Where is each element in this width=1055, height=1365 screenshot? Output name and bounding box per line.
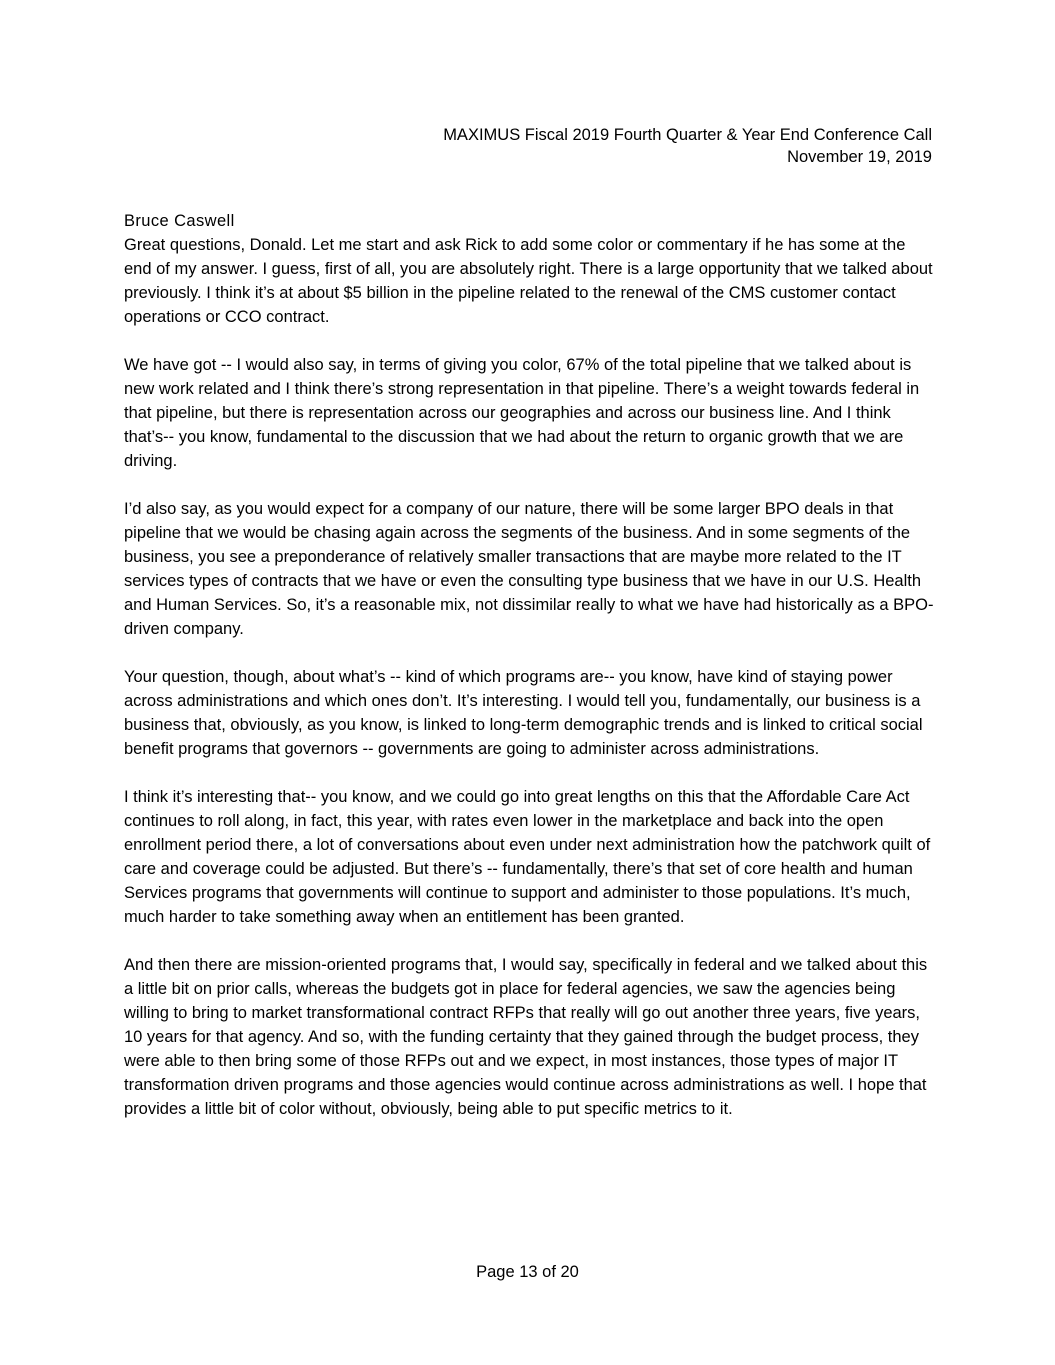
page-number: Page 13 of 20 [476,1263,579,1281]
page-footer [0,1261,1055,1283]
paragraph: I think it’s interesting that-- you know, and we could go into great lengths on this that the Affordable Care Act continues to roll along, in fact, this year, with rates even lower in the marketplace and back into the open enrollment period there, a lot of conversations about even under next administration how the patchwork quilt of care and coverage could be adjusted. But there’s -- fundamentally, there’s that set of core health and human Services programs that governments will continue to support and administer to those populations. It’s much, much harder to take something away when an entitlement has been granted. [124,788,931,926]
transcript-body [124,209,934,1145]
paragraph: I’d also say, as you would expect for a company of our nature, there will be some larger BPO deals in that pipeline that we would be chasing again across the segments of the business. And in some segments of the business, you see a preponderance of relatively smaller transactions that are maybe more related to the IT services types of contracts that we have or even the consulting type business that we have in our U.S. Health and Human Services. So, it’s a reasonable mix, not dissimilar really to what we have had historically as a BPO-driven company. [124,500,934,638]
paragraph: We have got -- I would also say, in terms of giving you color, 67% of the total pipeline that we talked about is new work related and I think there’s strong representation in that pipeline. There’s a weight towards federal in that pipeline, but there is representation across our geographies and across our business line. And I think that’s-- you know, fundamental to the discussion that we had about the return to organic growth that we are driving. [124,356,920,470]
document-title: MAXIMUS Fiscal 2019 Fourth Quarter & Year End Conference Call [443,126,932,144]
document-date: November 19, 2019 [787,148,932,166]
page-header [443,124,932,168]
paragraph: Your question, though, about what’s -- kind of which programs are-- you know, have kind of staying power across administrations and which ones don’t. It’s interesting. I would tell you, fundamentally, our business is a business that, obviously, as you know, is linked to long-term demographic trends and is linked to critical social benefit programs that governors -- governments are going to administer across administrations. [124,668,923,758]
speaker-name: Bruce Caswell [124,212,235,230]
paragraph: And then there are mission-oriented programs that, I would say, specifically in federal and we talked about this a little bit on prior calls, whereas the budgets got in place for federal agencies, we saw the agencies being willing to bring to market transformational contract RFPs that really will go out another three years, five years, 10 years for that agency. And so, with the funding certainty that they gained through the budget process, they were able to then bring some of those RFPs out and we expect, in most instances, those types of major IT transformation driven programs and those agencies would continue across administrations as well. I hope that provides a little bit of color without, obviously, being able to put specific metrics to it. [124,956,928,1118]
paragraph: Great questions, Donald. Let me start and ask Rick to add some color or commentary if he has some at the end of my answer. I guess, first of all, you are absolutely right. There is a large opportunity that we talked about previously. I think it’s at about $5 billion in the pipeline related to the renewal of the CMS customer contact operations or CCO contract. [124,236,933,326]
